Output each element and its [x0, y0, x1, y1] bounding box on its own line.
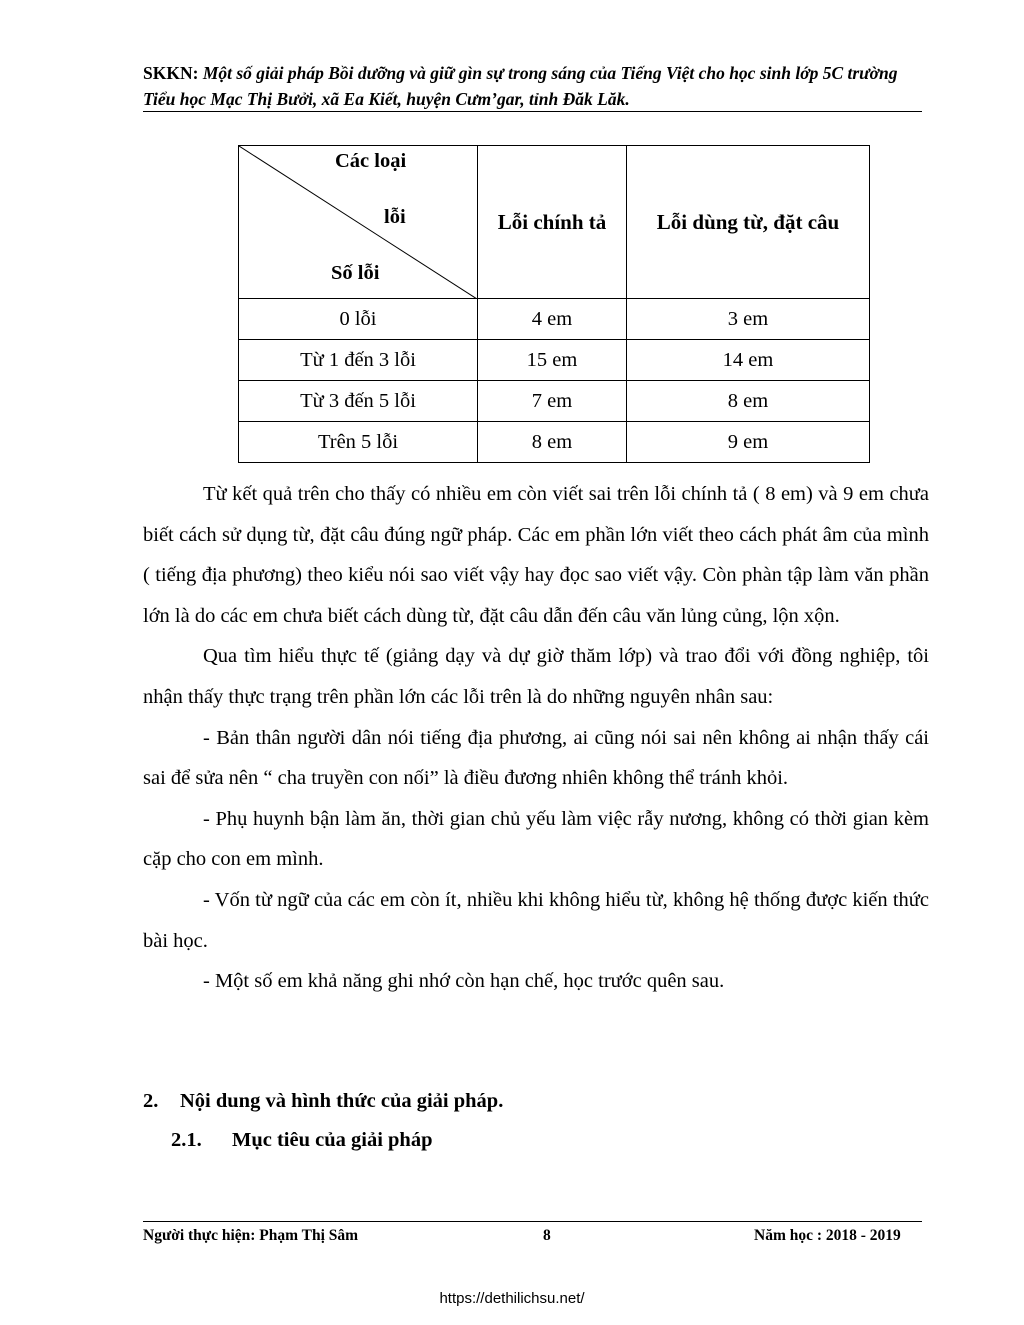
- cause-item: - Bản thân người dân nói tiếng địa phương, ai cũng nói sai nên không ai nhận thấy cái sai để sửa nên “ cha truyền con nối” là điều đương nhiên không thể tránh khỏi.: [143, 726, 929, 790]
- section-2-number: 2.: [143, 1090, 159, 1112]
- cause-item: - Phụ huynh bận làm ăn, thời gian chủ yếu làm việc rẫy nương, không có thời gian kèm cặp cho con em mình.: [143, 807, 929, 871]
- table-row: [239, 422, 870, 463]
- row-label: Trên 5 lỗi: [239, 422, 478, 463]
- spelling-count: 7 em: [478, 381, 627, 422]
- corner-bottom-label: Số lỗi: [331, 262, 380, 284]
- error-stats-table: [238, 145, 870, 463]
- header-divider: [143, 111, 922, 112]
- spelling-count: 15 em: [478, 340, 627, 381]
- cause-item: - Một số em khả năng ghi nhớ còn hạn chế, học trước quên sau.: [203, 970, 725, 993]
- cause-item: - Vốn từ ngữ của các em còn ít, nhiều khi không hiểu từ, không hệ thống được kiến thức bài học.: [143, 888, 929, 952]
- corner-top-label: Các loại: [335, 150, 407, 172]
- spelling-count: 4 em: [478, 299, 627, 340]
- table-row: [239, 299, 870, 340]
- page-header: [143, 60, 929, 112]
- paragraph-causes-intro: Qua tìm hiểu thực tế (giảng dạy và dự giờ thăm lớp) và trao đổi với đồng nghiệp, tôi nhận thấy thực trạng trên phần lớn các lỗi trên là do những nguyên nhân sau:: [143, 645, 929, 708]
- paragraph-result: Từ kết quả trên cho thấy có nhiều em còn viết sai trên lỗi chính tả ( 8 em) và 9 em chưa biết cách sử dụng từ, đặt câu đúng ngữ pháp. Các em phần lớn viết theo cách phát âm của mình ( tiếng địa phương) theo kiểu nói sao viết vậy hay đọc sao viết vậy. Còn phàn tập làm văn phần lớn là do các em chưa biết cách dùng từ, đặt câu dẫn đến câu văn lủng củng, lộn xộn.: [143, 483, 929, 627]
- body-text: [143, 474, 929, 1002]
- page-number: 8: [543, 1227, 551, 1244]
- column-header-usage: Lỗi dùng từ, đặt câu: [627, 146, 870, 299]
- usage-count: 14 em: [627, 340, 870, 381]
- corner-middle-label: lỗi: [384, 206, 406, 228]
- footer-author: Người thực hiện: Phạm Thị Sâm: [143, 1227, 359, 1244]
- usage-count: 9 em: [627, 422, 870, 463]
- header-label: SKKN:: [143, 63, 199, 83]
- section-2-heading: [143, 1084, 503, 1118]
- table-row: [239, 381, 870, 422]
- usage-count: 8 em: [627, 381, 870, 422]
- footer-divider: [143, 1221, 922, 1222]
- row-label: 0 lỗi: [239, 299, 478, 340]
- table-row: [239, 340, 870, 381]
- source-url: https://dethilichsu.net/: [439, 1290, 585, 1307]
- table-header-row: [239, 146, 870, 299]
- section-2-1-title: Mục tiêu của giải pháp: [232, 1129, 433, 1151]
- section-2-1-number: 2.1.: [171, 1129, 202, 1151]
- usage-count: 3 em: [627, 299, 870, 340]
- header-title: Một số giải pháp Bồi dưỡng và giữ gìn sự trong sáng của Tiếng Việt cho học sinh lớp 5C trường Tiểu học Mạc Thị Bưởi, xã Ea Kiết, huyện Cưm’gar, tỉnh Đăk Lăk.: [143, 63, 898, 109]
- row-label: Từ 3 đến 5 lỗi: [239, 381, 478, 422]
- row-label: Từ 1 đến 3 lỗi: [239, 340, 478, 381]
- footer-year: Năm học : 2018 - 2019: [754, 1227, 901, 1244]
- section-2-title: Nội dung và hình thức của giải pháp.: [180, 1090, 504, 1112]
- section-2-1-heading: [171, 1123, 432, 1157]
- column-header-spelling: Lỗi chính tả: [478, 146, 627, 299]
- spelling-count: 8 em: [478, 422, 627, 463]
- diagonal-header-cell: [239, 146, 478, 299]
